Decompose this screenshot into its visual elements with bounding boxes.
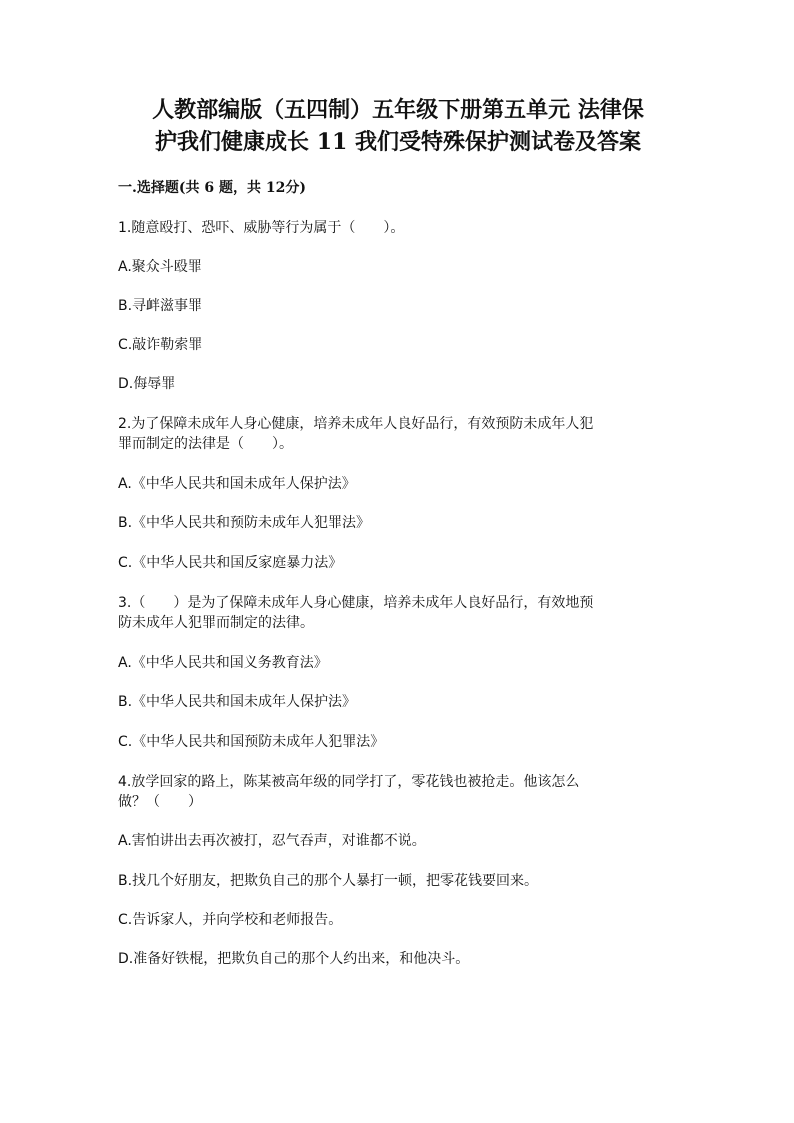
question-3-option-a: A.《中华人民共和国义务教育法》 xyxy=(118,655,328,671)
question-4-option-b: B.找几个好朋友，把欺负自己的那个人暴打一顿，把零花钱要回来。 xyxy=(118,873,539,889)
question-2-stem-line-1: 2.为了保障未成年人身心健康，培养未成年人良好品行，有效预防未成年人犯 xyxy=(118,416,594,432)
question-3-stem-line-1: 3.（ ）是为了保障未成年人身心健康，培养未成年人良好品行，有效地预 xyxy=(118,595,594,611)
question-4-option-d: D.准备好铁棍，把欺负自己的那个人约出来，和他决斗。 xyxy=(118,951,470,967)
question-4-stem-line-1: 4.放学回家的路上，陈某被高年级的同学打了，零花钱也被抢走。他该怎么 xyxy=(118,774,580,790)
question-3-stem-line-2: 防未成年人犯罪而制定的法律。 xyxy=(118,615,314,631)
question-2-option-b: B.《中华人民共和预防未成年人犯罪法》 xyxy=(118,515,371,531)
question-1-option-d: D.侮辱罪 xyxy=(118,376,176,392)
question-4-stem-line-2: 做？（ ） xyxy=(118,794,202,810)
page-title xyxy=(118,94,678,158)
question-4-option-a: A.害怕讲出去再次被打，忍气吞声，对谁都不说。 xyxy=(118,833,426,849)
title-line-2: 护我们健康成长 11 我们受特殊保护测试卷及答案 xyxy=(155,129,641,155)
question-4-option-c: C.告诉家人，并向学校和老师报告。 xyxy=(118,912,343,928)
question-1-option-b: B.寻衅滋事罪 xyxy=(118,298,203,314)
section-heading: 一.选择题(共 6 题，共 12分) xyxy=(118,180,306,196)
question-1-option-a: A.聚众斗殴罪 xyxy=(118,259,202,275)
question-2-option-a: A.《中华人民共和国未成年人保护法》 xyxy=(118,476,356,492)
question-2-option-c: C.《中华人民共和国反家庭暴力法》 xyxy=(118,555,343,571)
title-line-1: 人教部编版（五四制）五年级下册第五单元 法律保 xyxy=(152,97,644,123)
question-1-stem: 1.随意殴打、恐吓、威胁等行为属于（ ）。 xyxy=(118,220,405,236)
question-2-stem-line-2: 罪而制定的法律是（ ）。 xyxy=(118,436,293,452)
question-3-option-b: B.《中华人民共和国未成年人保护法》 xyxy=(118,694,357,710)
question-3-option-c: C.《中华人民共和国预防未成年人犯罪法》 xyxy=(118,734,385,750)
question-1-option-c: C.敲诈勒索罪 xyxy=(118,337,203,353)
